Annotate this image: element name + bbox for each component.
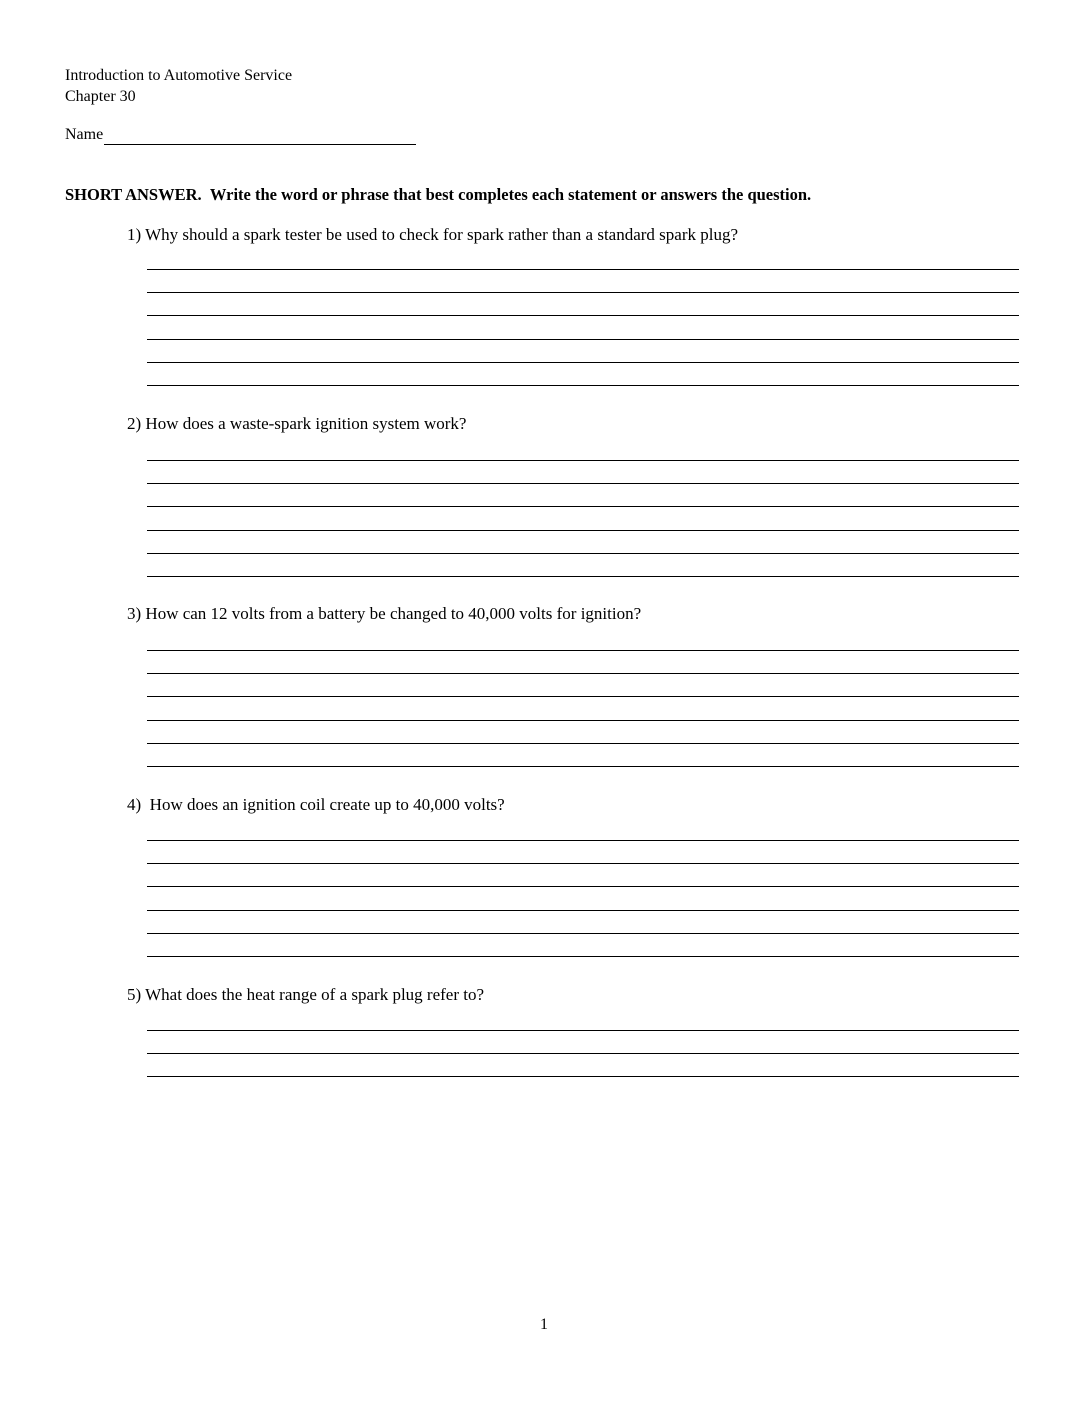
answer-line [147,315,1019,316]
instructions-heading: SHORT ANSWER. [65,185,202,204]
answer-line [147,766,1019,767]
page-number: 1 [540,1316,548,1333]
course-title: Introduction to Automotive Service [65,67,293,84]
answer-line [147,506,1019,507]
answer-line [147,553,1019,554]
answer-line [147,673,1019,674]
answer-line [147,886,1019,887]
answer-line [147,385,1019,386]
answer-line [147,483,1019,484]
instructions-text: Write the word or phrase that best completes each statement or answers the question. [209,185,812,204]
answer-line [147,460,1019,461]
answer-line [147,292,1019,293]
answer-line [147,1030,1019,1031]
chapter-label: Chapter 30 [65,88,136,105]
answer-lines-2[interactable] [147,460,1019,578]
answer-line [147,1053,1019,1054]
answer-line [147,269,1019,270]
answer-line [147,576,1019,577]
answer-line [147,696,1019,697]
answer-line [147,530,1019,531]
answer-lines-1[interactable] [147,269,1019,387]
answer-line [147,339,1019,340]
answer-line [147,362,1019,363]
instructions [65,185,811,205]
question-2: 2) How does a waste-spark ignition system work? [127,414,467,433]
answer-lines-5[interactable] [147,1030,1019,1078]
answer-line [147,956,1019,957]
question-4: 4) How does an ignition coil create up to 40,000 volts? [127,795,505,814]
answer-line [147,1076,1019,1077]
name-field[interactable] [104,126,416,145]
answer-line [147,650,1019,651]
answer-line [147,863,1019,864]
question-1: 1) Why should a spark tester be used to check for spark rather than a standard spark plug? [127,225,739,244]
name-row [65,125,416,145]
question-3: 3) How can 12 volts from a battery be changed to 40,000 volts for ignition? [127,604,642,623]
answer-line [147,933,1019,934]
answer-line [147,910,1019,911]
answer-line [147,720,1019,721]
answer-line [147,743,1019,744]
question-5: 5) What does the heat range of a spark plug refer to? [127,985,485,1004]
answer-lines-3[interactable] [147,650,1019,768]
answer-line [147,840,1019,841]
name-label: Name [65,126,104,143]
answer-lines-4[interactable] [147,840,1019,958]
